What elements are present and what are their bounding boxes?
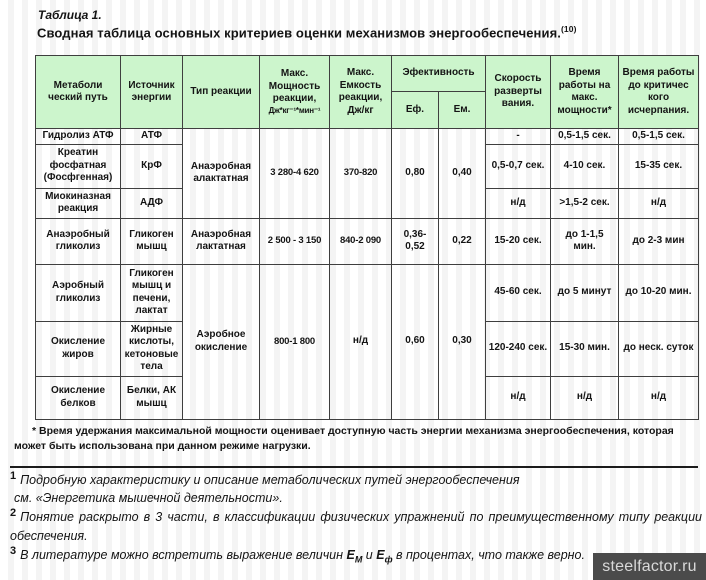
page-title	[37, 24, 697, 40]
header-em: Ем.	[439, 92, 486, 129]
footnote-2-text: Понятие раскрыто в 3 части, в классификации физических упражнений по преимущественному типу реакции обеспечения.	[10, 510, 702, 543]
header-reaction-type: Тип реакции	[183, 56, 260, 129]
cell-tcrit-r3: н/д	[619, 188, 699, 218]
cell-source-r7: Белки, АК мышц	[121, 376, 183, 419]
header-max-power-units: Дж*кг⁻¹*мин⁻¹	[268, 105, 321, 115]
cell-speed-r1: -	[486, 129, 551, 145]
footnote-separator-line	[10, 466, 698, 468]
page-title-reference-superscript: (10)	[561, 24, 577, 34]
cell-tcrit-r6: до неск. суток	[619, 321, 699, 376]
footnote-2-marker: 2	[10, 507, 17, 520]
header-energy-source: Источник энергии	[121, 56, 183, 129]
symbol-ef	[376, 547, 393, 565]
page-title-text: Сводная таблица основных критериев оценки механизмов энергообеспечения.	[37, 25, 561, 41]
cell-tmax-r7: н/д	[551, 376, 619, 419]
cell-ef-r4: 0,36-0,52	[392, 218, 439, 264]
footnote-3-marker: 3	[10, 544, 17, 557]
cell-tcrit-r7: н/д	[619, 376, 699, 419]
cell-speed-r5: 45-60 сек.	[486, 264, 551, 321]
footnote-3-mid: и	[362, 547, 377, 562]
cell-max-power-group3: 800-1 800	[260, 264, 330, 419]
cell-ef-group1: 0,80	[392, 129, 439, 219]
symbol-ef-letter: Е	[376, 547, 385, 562]
footnote-1-line2: см. «Энергетика мышечной деятельности».	[14, 491, 283, 506]
symbol-em-sub: М	[354, 554, 363, 565]
cell-em-group3: 0,30	[439, 264, 486, 419]
table-number-label: Таблица 1.	[38, 8, 102, 22]
cell-tcrit-r4: до 2-3 мин	[619, 218, 699, 264]
footnote-1-line1: Подробную характеристику и описание метаболических путей энергообеспечения	[20, 473, 520, 488]
cell-tmax-r3: >1,5-2 сек.	[551, 188, 619, 218]
cell-source-r4: Гликоген мышц	[121, 218, 183, 264]
cell-tmax-r6: 15-30 мин.	[551, 321, 619, 376]
header-max-capacity: Макс. Емкость реакции, Дж/кг	[330, 56, 392, 129]
cell-max-capacity-group3: н/д	[330, 264, 392, 419]
footnote-1-marker: 1	[10, 470, 17, 482]
cell-reaction-type-group1: Анаэробная алактатная	[183, 129, 260, 219]
cell-path-r6: Окисление жиров	[36, 321, 121, 376]
table-row	[36, 218, 699, 264]
cell-em-group1: 0,40	[439, 129, 486, 219]
footnote-1	[10, 471, 702, 507]
cell-tcrit-r1: 0,5-1,5 сек.	[619, 129, 699, 145]
header-max-power	[260, 56, 330, 129]
cell-tmax-r5: до 5 минут	[551, 264, 619, 321]
cell-source-r6: Жирные кислоты, кетоновые тела	[121, 321, 183, 376]
cell-path-r4: Анаэробный гликолиз	[36, 218, 121, 264]
header-effectiveness: Эфективность	[392, 56, 486, 92]
cell-path-r2: Креатин фосфатная (Фосфгенная)	[36, 144, 121, 188]
cell-tmax-r1: 0,5-1,5 сек.	[551, 129, 619, 145]
cell-speed-r3: н/д	[486, 188, 551, 218]
cell-ef-group3: 0,60	[392, 264, 439, 419]
cell-path-r1: Гидролиз АТФ	[36, 129, 121, 145]
cell-tcrit-r5: до 10-20 мин.	[619, 264, 699, 321]
table-row	[36, 264, 699, 321]
header-max-power-text: Макс. Мощность реакции,	[268, 68, 321, 105]
cell-path-r3: Миокиназная реакция	[36, 188, 121, 218]
symbol-em	[346, 547, 363, 565]
symbol-ef-sub: ф	[384, 554, 393, 565]
cell-source-r3: АДФ	[121, 188, 183, 218]
cell-speed-r2: 0,5-0,7 сек.	[486, 144, 551, 188]
symbol-em-letter: Е	[346, 547, 355, 562]
cell-path-r5: Аэробный гликолиз	[36, 264, 121, 321]
footnote-2	[10, 508, 702, 544]
cell-max-capacity-group1: 370-820	[330, 129, 392, 219]
header-time-max-power: Время работы на макс. мощности*	[551, 56, 619, 129]
header-time-critical: Время работы до критичес кого исчерпания.	[619, 56, 699, 129]
cell-em-r4: 0,22	[439, 218, 486, 264]
cell-speed-r4: 15-20 сек.	[486, 218, 551, 264]
energy-mechanisms-table	[35, 55, 699, 420]
cell-max-capacity-r4: 840-2 090	[330, 218, 392, 264]
cell-tcrit-r2: 15-35 сек.	[619, 144, 699, 188]
cell-reaction-type-r4: Анаэробная лактатная	[183, 218, 260, 264]
cell-reaction-type-group3: Аэробное окисление	[183, 264, 260, 419]
table-row	[36, 129, 699, 145]
cell-speed-r6: 120-240 сек.	[486, 321, 551, 376]
cell-max-power-group1: 3 280-4 620	[260, 129, 330, 219]
header-deploy-speed: Скорость разверты вания.	[486, 56, 551, 129]
cell-source-r5: Гликоген мышц и печени, лактат	[121, 264, 183, 321]
header-ef: Еф.	[392, 92, 439, 129]
cell-source-r2: КрФ	[121, 144, 183, 188]
cell-path-r7: Окисление белков	[36, 376, 121, 419]
cell-speed-r7: н/д	[486, 376, 551, 419]
cell-source-r1: АТФ	[121, 129, 183, 145]
cell-tmax-r4: до 1-1,5 мин.	[551, 218, 619, 264]
cell-max-power-r4: 2 500 - 3 150	[260, 218, 330, 264]
table-asterisk-note: * Время удержания максимальной мощности оценивает доступную часть энергии механизма энергообеспечения, которая может быть использована при данном режиме нагрузки.	[14, 425, 674, 453]
header-metabolic-path: Метаболи ческий путь	[36, 56, 121, 129]
footnote-3-post: в процентах, что также верно.	[392, 547, 585, 562]
site-watermark: steelfactor.ru	[593, 553, 706, 580]
cell-tmax-r2: 4-10 сек.	[551, 144, 619, 188]
table-header-row-1	[36, 56, 699, 92]
footnote-3-pre: В литературе можно встретить выражение величин	[20, 547, 347, 562]
